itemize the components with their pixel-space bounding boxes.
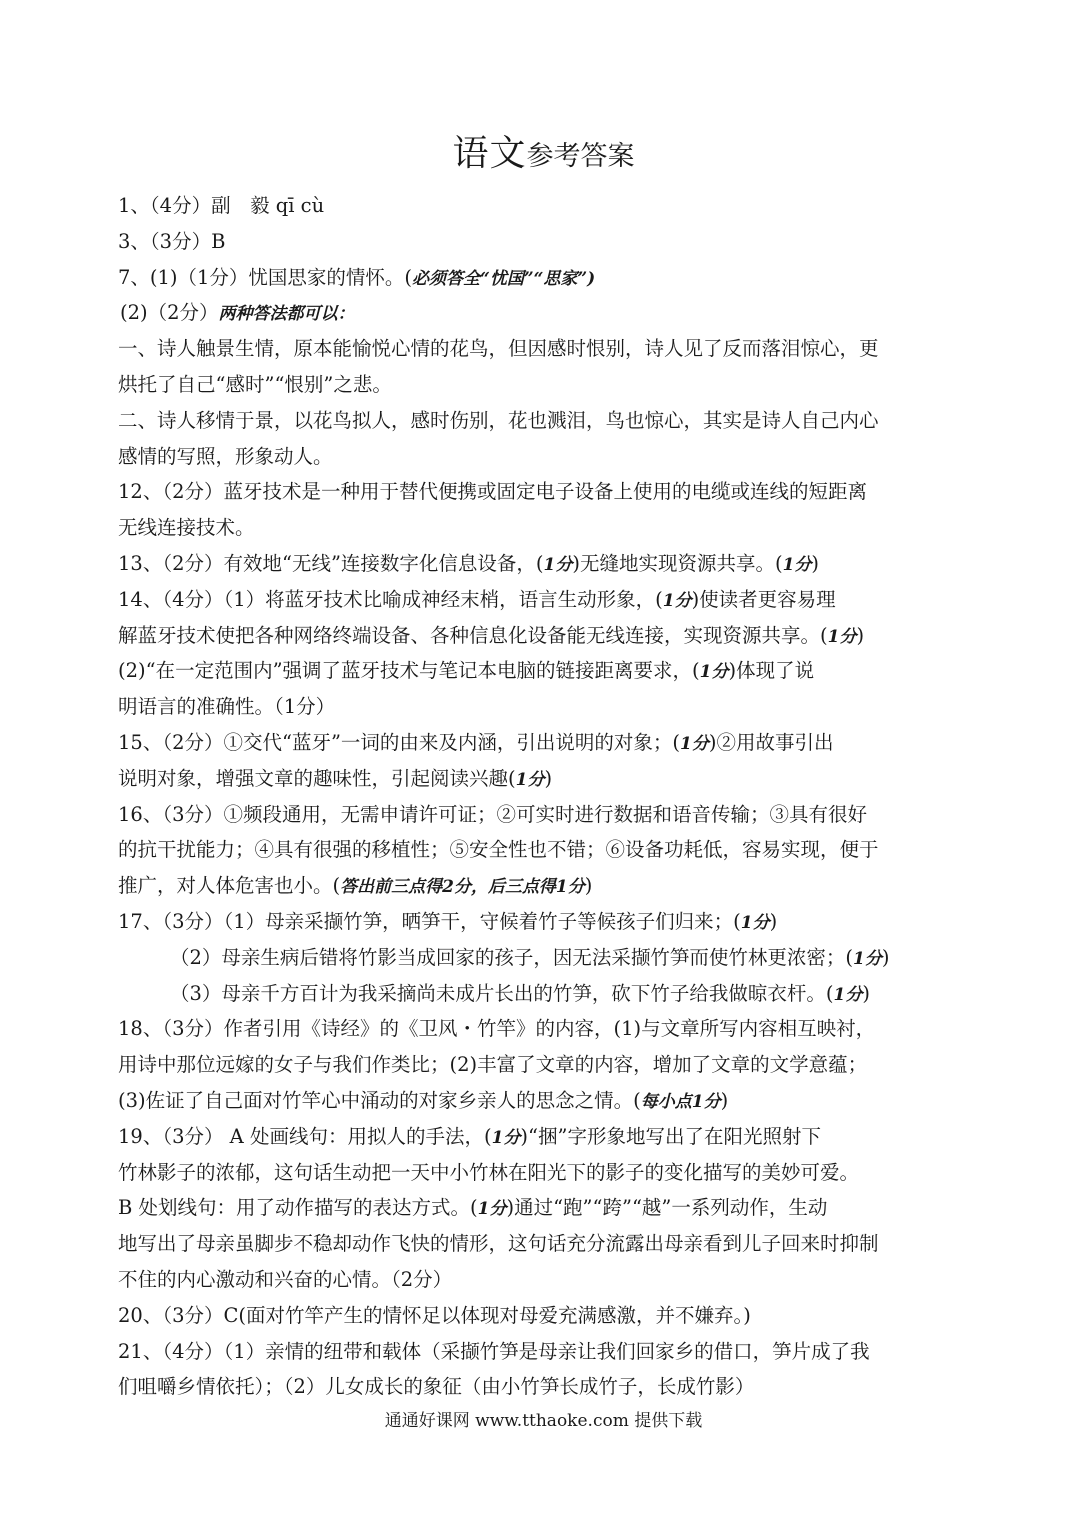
grading-note: 答出前三点得2分，后三点得1分 — [340, 877, 585, 898]
answer-line — [118, 1155, 968, 1191]
answer-text: 14、（4分）（1）将蓝牙技术比喻成神经末梢，语言生动形象，( — [118, 587, 663, 611]
answer-line — [118, 582, 968, 618]
answer-text: ) — [862, 981, 870, 1005]
page-title — [0, 130, 1087, 184]
answer-text: 20、（3分）C(面对竹竿产生的情怀足以体现对母爱充满感激，并不嫌弃。) — [118, 1303, 751, 1327]
grading-note: 1分 — [680, 733, 709, 754]
answer-line — [118, 510, 968, 546]
answer-text: 感情的写照，形象动人。 — [118, 444, 333, 468]
answer-text: 竹林影子的浓郁，这句话生动把一天中小竹林在阳光下的影子的变化描写的美妙可爱。 — [118, 1160, 860, 1184]
answer-line — [118, 260, 968, 296]
answer-text: 17、（3分）（1）母亲采撷竹笋，晒笋干，守候着竹子等候孩子们归来；( — [118, 909, 741, 933]
answer-text: 解蓝牙技术使把各种网络终端设备、各种信息化设备能无线连接，实现资源共享。( — [118, 623, 828, 647]
answer-text: 烘托了自己“感时”“恨别”之悲。 — [118, 372, 392, 396]
answer-text: (2)（2分） — [120, 301, 219, 325]
answer-text: 二、诗人移情于景，以花鸟拟人，感时伤别，花也溅泪，鸟也惊心，其实是诗人自己内心 — [118, 408, 879, 432]
answer-line — [118, 832, 968, 868]
grading-note: 1分 — [515, 769, 545, 790]
answer-line — [118, 725, 968, 761]
title-sub: 参考答案 — [526, 141, 635, 172]
title-main: 语文 — [452, 133, 527, 174]
grading-note: 1分 — [782, 554, 812, 575]
answer-line — [118, 689, 968, 725]
grading-note: 两种答法都可以： — [218, 304, 355, 325]
answer-text: 1、（4分）副 毅 qī cù — [118, 194, 325, 217]
answer-line — [118, 474, 968, 510]
answer-line — [118, 1369, 968, 1405]
answer-text: 7、(1)（1分）忧国思家的情怀。( — [118, 265, 413, 289]
answer-line — [118, 546, 968, 582]
answer-line — [118, 868, 968, 904]
answer-text: ) — [881, 945, 890, 969]
answer-line — [118, 1047, 968, 1083]
answer-text: ) — [856, 623, 865, 647]
answer-text: 15、（2分）①交代“蓝牙”一词的由来及内涵，引出说明的对象；( — [118, 730, 681, 754]
answer-body — [118, 188, 968, 1405]
answer-text: )通过“跑”“跨”“越”一系列动作，生动 — [506, 1196, 828, 1220]
answer-line — [118, 618, 968, 654]
answer-line — [118, 1298, 968, 1334]
answer-line — [118, 940, 968, 976]
answer-text: ) — [584, 874, 593, 898]
answer-line — [118, 1334, 968, 1370]
answer-text: )使读者更容易理 — [691, 587, 836, 611]
footer-source-note: 通通好课网 www.tthaoke.com 提供下载 — [384, 1411, 703, 1431]
answer-line — [118, 797, 968, 833]
answer-line — [118, 1226, 968, 1262]
grading-note: 1分 — [827, 626, 857, 647]
answer-text: （2）母亲生病后错将竹影当成回家的孩子，因无法采撷竹笋而使竹林更浓密；( — [170, 945, 854, 969]
answer-text: ) — [811, 551, 820, 575]
answer-text: 用诗中那位远嫁的女子与我们作类比；(2)丰富了文章的内容，增加了文章的文学意蕴； — [118, 1053, 868, 1077]
grading-note: 1分 — [833, 984, 863, 1005]
answer-line — [118, 295, 968, 331]
answer-line — [118, 761, 968, 797]
answer-line — [118, 653, 968, 689]
answer-text: 地写出了母亲虽脚步不稳却动作飞快的情形，这句话充分流露出母亲看到儿子回来时抑制 — [118, 1232, 879, 1256]
grading-note: 必须答全“忧国”“思家”) — [412, 268, 596, 289]
answer-line — [118, 439, 968, 475]
answer-text: 说明对象，增强文章的趣味性，引起阅读兴趣( — [118, 766, 516, 790]
answer-text: 19、（3分） A 处画线句：用拟人的手法，( — [118, 1124, 492, 1148]
answer-text: 推广，对人体危害也小。( — [118, 874, 341, 898]
answer-line — [118, 224, 968, 260]
grading-note: 1分 — [853, 948, 882, 969]
answer-line — [118, 1083, 968, 1119]
answer-line — [118, 976, 968, 1012]
grading-note: 1分 — [699, 662, 729, 683]
answer-text: 21、（4分）（1）亲情的纽带和载体（采撷竹笋是母亲让我们回家乡的借口，笋片成了我 — [118, 1339, 870, 1363]
grading-note: 1分 — [740, 912, 770, 933]
answer-text: (2)“在一定范围内”强调了蓝牙技术与笔记本电脑的链接距离要求，( — [118, 659, 700, 683]
grading-note: 1分 — [491, 1127, 521, 1148]
answer-text: B 处划线句：用了动作描写的表达方式。( — [118, 1196, 478, 1220]
answer-text: )②用故事引出 — [708, 730, 834, 754]
answer-text: 们咀嚼乡情依托）；（2）儿女成长的象征（由小竹笋长成竹子，长成竹影） — [118, 1375, 755, 1399]
answer-text: 明语言的准确性。（1分） — [118, 695, 336, 719]
answer-text: )“捆”字形象地写出了在阳光照射下 — [520, 1124, 821, 1148]
answer-line — [118, 1011, 968, 1047]
answer-text: 一、诗人触景生情，原本能愉悦心情的花鸟，但因感时恨别，诗人见了反而落泪惊心，更 — [118, 337, 879, 361]
answer-text: )体现了说 — [728, 659, 815, 683]
grading-note: 1分 — [543, 554, 573, 575]
answer-text: ) — [769, 909, 778, 933]
answer-text: )无缝地实现资源共享。( — [572, 551, 783, 575]
grading-note: 1分 — [662, 590, 692, 611]
answer-line — [118, 367, 968, 403]
answer-text: （3）母亲千方百计为我采摘尚未成片长出的竹笋，砍下竹子给我做晾衣杆。( — [170, 981, 834, 1005]
grading-note: 每小点1分 — [640, 1091, 721, 1112]
answer-text: 无线连接技术。 — [118, 516, 255, 540]
answer-line — [118, 1119, 968, 1155]
answer-line — [118, 188, 968, 224]
answer-text: 12、（2分）蓝牙技术是一种用于替代便携或固定电子设备上使用的电缆或连线的短距离 — [118, 480, 867, 504]
answer-text: 的抗干扰能力；④具有很强的移植性；⑤安全性也不错；⑥设备功耗低，容易实现，便于 — [118, 838, 879, 862]
answer-line — [118, 331, 968, 367]
answer-text: 13、（2分）有效地“无线”连接数字化信息设备，( — [118, 551, 544, 575]
answer-line — [118, 1262, 968, 1298]
grading-note: 1分 — [477, 1199, 507, 1220]
answer-line — [118, 1190, 968, 1226]
answer-text: 18、（3分）作者引用《诗经》的《卫风・竹竿》的内容，(1)与文章所写内容相互映衬， — [118, 1017, 876, 1041]
answer-text: ) — [544, 766, 553, 790]
answer-text: ) — [720, 1088, 729, 1112]
answer-text: 3、（3分）B — [118, 229, 226, 253]
answer-text: 16、（3分）①频段通用，无需申请许可证；②可实时进行数据和语音传输；③具有很好 — [118, 802, 867, 826]
answer-text: (3)佐证了自己面对竹竿心中涌动的对家乡亲人的思念之情。( — [118, 1088, 641, 1112]
answer-line — [118, 904, 968, 940]
answer-text: 不住的内心激动和兴奋的心情。（2分） — [118, 1267, 453, 1291]
answer-line — [118, 403, 968, 439]
